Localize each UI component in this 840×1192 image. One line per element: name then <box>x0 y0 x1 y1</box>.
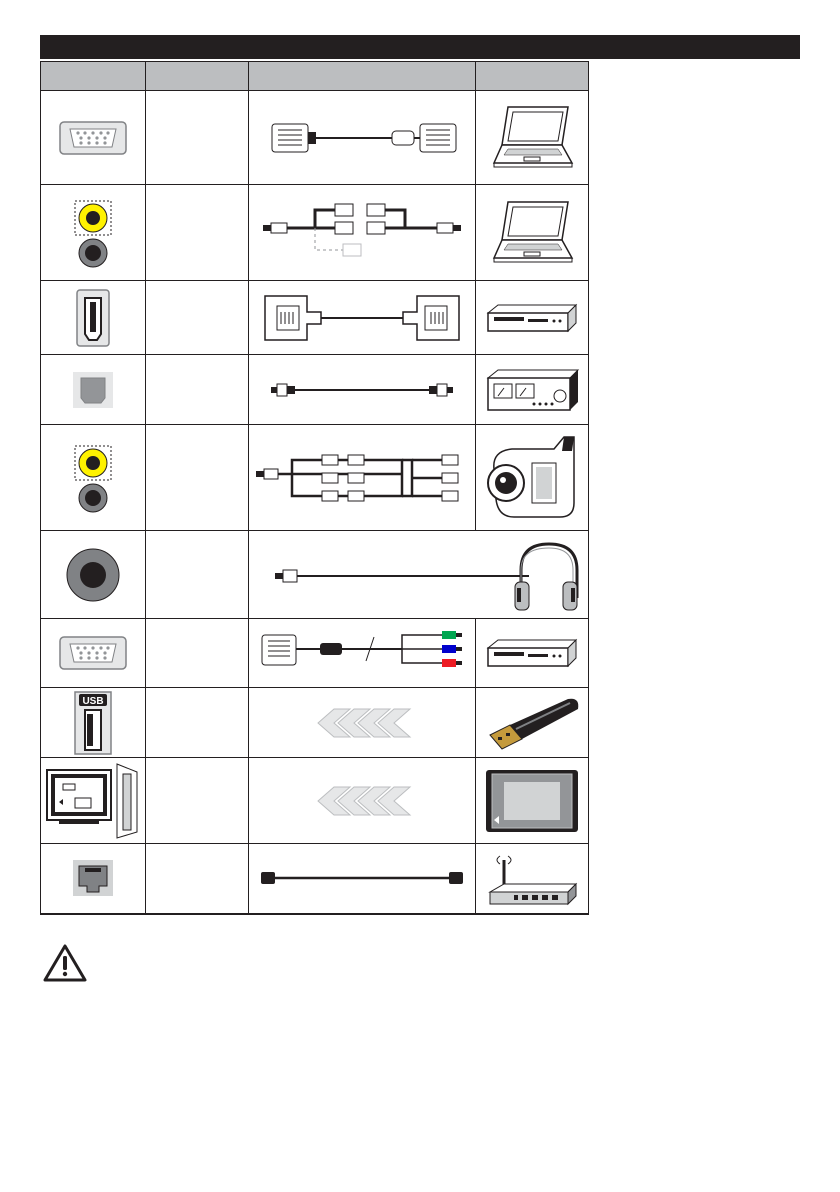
audio-amplifier-icon <box>476 355 589 425</box>
connection-type <box>146 425 249 531</box>
table-row <box>41 281 589 355</box>
dvd-player-icon <box>476 281 589 355</box>
composite-av-cable-icon <box>249 425 476 531</box>
component-cable-icon <box>249 619 476 688</box>
table-row <box>41 844 589 914</box>
connection-type <box>146 355 249 425</box>
connection-type <box>146 758 249 844</box>
connection-type <box>146 185 249 281</box>
connections-table <box>40 61 589 915</box>
table-header-row <box>41 62 589 91</box>
table-row <box>41 619 589 688</box>
optical-port-icon <box>41 355 146 425</box>
header-device <box>476 62 589 91</box>
connection-type <box>146 688 249 758</box>
connection-type <box>146 91 249 185</box>
connection-type <box>146 281 249 355</box>
section-title-bar <box>40 35 800 59</box>
dvd-player-icon <box>476 619 589 688</box>
hdmi-cable-icon <box>249 281 476 355</box>
header-type <box>146 62 249 91</box>
av-audio-cable-icon <box>249 185 476 281</box>
header-connector <box>41 62 146 91</box>
insert-arrows-icon <box>249 758 476 844</box>
laptop-icon <box>476 185 589 281</box>
laptop-icon <box>476 91 589 185</box>
usb-port-icon <box>41 688 146 758</box>
av-composite-port-icon <box>41 425 146 531</box>
optical-cable-icon <box>249 355 476 425</box>
table-row <box>41 425 589 531</box>
audio-video-port-icon <box>41 185 146 281</box>
connection-type <box>146 531 249 619</box>
connection-type <box>146 619 249 688</box>
vga-port-icon <box>41 91 146 185</box>
hdmi-port-icon <box>41 281 146 355</box>
table-row <box>41 531 589 619</box>
table-row <box>41 185 589 281</box>
headphone-port-icon <box>41 531 146 619</box>
connection-type <box>146 844 249 914</box>
insert-arrows-icon <box>249 688 476 758</box>
ethernet-port-icon <box>41 844 146 914</box>
table-row <box>41 355 589 425</box>
vga-component-port-icon <box>41 619 146 688</box>
vga-cable-icon <box>249 91 476 185</box>
camcorder-icon <box>476 425 589 531</box>
cam-module-icon <box>476 758 589 844</box>
header-cables <box>249 62 476 91</box>
headphone-cable-icon <box>249 531 589 619</box>
ci-slot-icon <box>41 758 146 844</box>
table-row <box>41 758 589 844</box>
lan-cable-icon <box>249 844 476 914</box>
router-icon <box>476 844 589 914</box>
table-row <box>41 688 589 758</box>
usb-stick-icon <box>476 688 589 758</box>
table-row <box>41 91 589 185</box>
warning-triangle-icon <box>42 943 88 983</box>
usb-label: USB <box>82 695 104 707</box>
